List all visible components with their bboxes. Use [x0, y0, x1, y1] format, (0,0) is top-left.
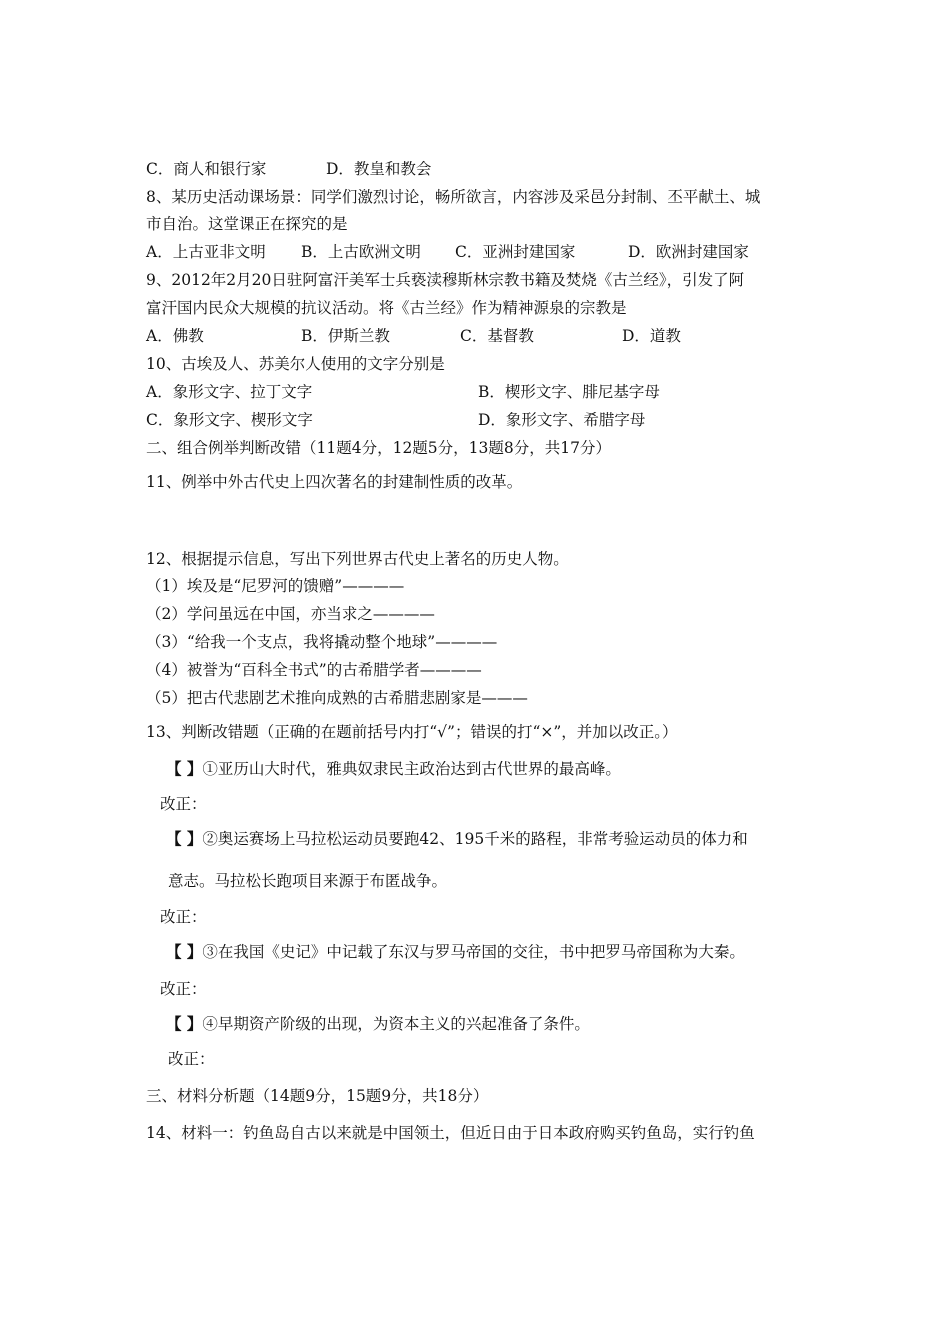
q13-correction-2[interactable]: 改正： [160, 908, 207, 926]
q13-item-2-row [166, 829, 748, 849]
q8-option-c: C．亚洲封建国家 [455, 243, 576, 261]
answer-bracket[interactable]: 【 】 [166, 1015, 203, 1033]
q13-item-1-text: ①亚历山大时代，雅典奴隶民主政治达到古代世界的最高峰。 [202, 760, 621, 778]
section-2-title: 二、组合例举判断改错（11题4分，12题5分，13题8分，共17分） [146, 439, 611, 457]
q9-option-c: C．基督教 [460, 327, 534, 345]
q13-item-3-text: ③在我国《史记》中记载了东汉与罗马帝国的交往，书中把罗马帝国称为大秦。 [202, 943, 745, 961]
q12-item-2: （2）学问虽远在中国，亦当求之———— [146, 605, 435, 623]
q14-stem: 14、材料一：钓鱼岛自古以来就是中国领土，但近日由于日本政府购买钓鱼岛，实行钓鱼 [146, 1124, 755, 1142]
q12-stem: 12、根据提示信息，写出下列世界古代史上著名的历史人物。 [146, 550, 569, 568]
q9-option-b: B．伊斯兰教 [301, 327, 390, 345]
q12-item-4: （4）被誉为“百科全书式”的古希腊学者———— [146, 661, 482, 679]
q13-item-4-row [166, 1014, 590, 1034]
q9-option-a: A．佛教 [146, 327, 204, 345]
q10-option-c: C．象形文字、楔形文字 [146, 411, 313, 429]
answer-bracket[interactable]: 【 】 [166, 830, 203, 848]
q13-item-4-text: ④早期资产阶级的出现，为资本主义的兴起准备了条件。 [202, 1015, 590, 1033]
answer-bracket[interactable]: 【 】 [166, 943, 203, 961]
q11-stem: 11、例举中外古代史上四次著名的封建制性质的改革。 [146, 473, 523, 491]
q12-item-5: （5）把古代悲剧艺术推向成熟的古希腊悲剧家是——— [146, 689, 528, 707]
q13-item-2-text: ②奥运赛场上马拉松运动员要跑42、195千米的路程，非常考验运动员的体力和 [202, 830, 748, 848]
q12-item-3: （3）“给我一个支点，我将撬动整个地球”———— [146, 633, 498, 651]
q13-stem: 13、判断改错题（正确的在题前括号内打“√”；错误的打“×”，并加以改正。） [146, 723, 678, 741]
q9-option-d: D．道教 [622, 327, 681, 345]
q8-stem-line-1: 8、某历史活动课场景：同学们激烈讨论，畅所欲言，内容涉及采邑分封制、丕平献土、城 [146, 188, 761, 206]
q9-stem-line-1: 9、2012年2月20日驻阿富汗美军士兵亵渎穆斯林宗教书籍及焚烧《古兰经》，引发了阿 [146, 271, 745, 289]
q13-item-3-row [166, 942, 745, 962]
q10-option-d: D．象形文字、希腊字母 [478, 411, 646, 429]
q13-correction-3[interactable]: 改正： [160, 980, 207, 998]
q13-correction-1[interactable]: 改正： [160, 795, 207, 813]
q7-option-d: D．教皇和教会 [326, 160, 432, 178]
q9-stem-line-2: 富汗国内民众大规模的抗议活动。将《古兰经》作为精神源泉的宗教是 [146, 299, 627, 317]
q10-option-a: A．象形文字、拉丁文字 [146, 383, 313, 401]
answer-bracket[interactable]: 【 】 [166, 760, 203, 778]
q13-item-1-row [166, 759, 621, 779]
q10-stem: 10、古埃及人、苏美尔人使用的文字分别是 [146, 355, 445, 373]
q13-item-2-continuation: 意志。马拉松长跑项目来源于布匿战争。 [168, 872, 448, 890]
q12-item-1: （1）埃及是“尼罗河的馈赠”———— [146, 577, 405, 595]
section-3-title: 三、材料分析题（14题9分，15题9分，共18分） [146, 1087, 489, 1105]
q8-option-d: D．欧洲封建国家 [628, 243, 749, 261]
q8-stem-line-2: 市自治。这堂课正在探究的是 [146, 215, 348, 233]
q10-option-b: B．楔形文字、腓尼基字母 [478, 383, 660, 401]
q13-correction-4[interactable]: 改正： [168, 1050, 215, 1068]
q8-option-a: A．上古亚非文明 [146, 243, 266, 261]
q8-option-b: B．上古欧洲文明 [301, 243, 421, 261]
q7-option-c: C．商人和银行家 [146, 160, 267, 178]
